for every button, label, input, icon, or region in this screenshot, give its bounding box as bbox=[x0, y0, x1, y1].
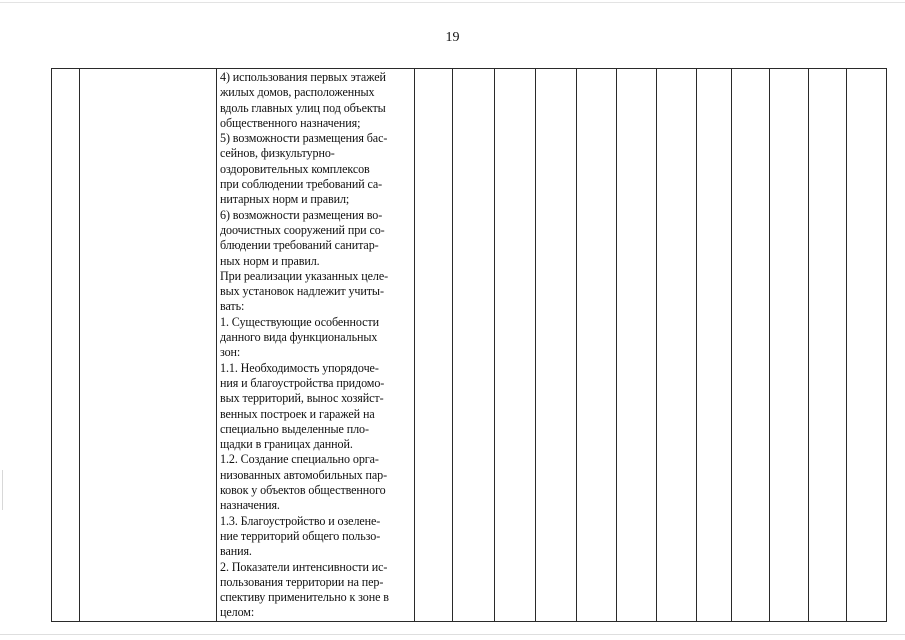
description-line: назначения. bbox=[220, 498, 280, 513]
description-line: оздоровительных комплексов bbox=[220, 161, 370, 176]
table-cell bbox=[732, 69, 770, 622]
description-line: венных построек и гаражей на bbox=[220, 406, 375, 421]
description-line: данного вида функциональных bbox=[220, 330, 378, 345]
description-line: вдоль главных улиц под объекты bbox=[220, 100, 386, 115]
description-line: 6) возможности размещения во- bbox=[220, 207, 383, 222]
description-line: нитарных норм и правил; bbox=[220, 192, 350, 207]
description-line: вать: bbox=[220, 299, 245, 314]
scan-top-edge bbox=[0, 2, 905, 3]
description-line: 4) использования первых этажей bbox=[220, 70, 386, 84]
table-cell bbox=[697, 69, 732, 622]
table-row bbox=[52, 69, 887, 622]
table-cell bbox=[770, 69, 809, 622]
description-text bbox=[220, 70, 411, 621]
description-line: щадки в границах данной. bbox=[220, 437, 353, 452]
description-line: низованных автомобильных пар- bbox=[220, 467, 388, 482]
table-cell bbox=[617, 69, 657, 622]
table-cell bbox=[809, 69, 847, 622]
description-line: 1.3. Благоустройство и озелене- bbox=[220, 513, 381, 528]
scan-bottom-edge bbox=[0, 634, 905, 635]
description-line: спективу применительно к зоне в bbox=[220, 590, 389, 605]
table-cell bbox=[453, 69, 495, 622]
table-cell bbox=[577, 69, 617, 622]
table-cell bbox=[536, 69, 577, 622]
table-cell bbox=[415, 69, 453, 622]
description-line: пользования территории на пер- bbox=[220, 574, 384, 589]
description-line: 1.2. Создание специально орга- bbox=[220, 452, 379, 467]
description-line: 2. Показатели интенсивности ис- bbox=[220, 559, 388, 574]
description-line: ковок у объектов общественного bbox=[220, 483, 386, 498]
description-line: доочистных сооружений при со- bbox=[220, 222, 385, 237]
table-cell-description bbox=[217, 69, 415, 622]
description-line: при соблюдении требований са- bbox=[220, 177, 383, 192]
table-cell bbox=[495, 69, 536, 622]
description-line: специально выделенные пло- bbox=[220, 421, 369, 436]
table-cell bbox=[847, 69, 887, 622]
description-line: ных норм и правил. bbox=[220, 253, 320, 268]
description-line: ния и благоустройства придомо- bbox=[220, 375, 385, 390]
description-line: целом: bbox=[220, 605, 255, 620]
scan-left-mark bbox=[2, 470, 3, 510]
description-line: ние территорий общего пользо- bbox=[220, 528, 381, 543]
planning-table bbox=[51, 68, 887, 622]
table-cell-zone bbox=[80, 69, 217, 622]
description-line: 1. Существующие особенности bbox=[220, 314, 379, 329]
description-line: вания. bbox=[220, 544, 252, 559]
description-line: общественного назначения; bbox=[220, 115, 361, 130]
description-line: сейнов, физкультурно- bbox=[220, 146, 335, 161]
description-line: вых территорий, вынос хозяйст- bbox=[220, 391, 384, 406]
description-line: 5) возможности размещения бас- bbox=[220, 131, 388, 146]
page-number: 19 bbox=[445, 30, 460, 45]
description-line: 1.1. Необходимость упорядоче- bbox=[220, 360, 379, 375]
description-line: зон: bbox=[220, 345, 241, 360]
table-cell-number bbox=[52, 69, 80, 622]
description-line: вых установок надлежит учиты- bbox=[220, 284, 384, 299]
table-cell bbox=[657, 69, 697, 622]
description-line: При реализации указанных целе- bbox=[220, 268, 389, 283]
description-line: блюдении требований санитар- bbox=[220, 238, 379, 253]
description-line: жилых домов, расположенных bbox=[220, 85, 375, 100]
